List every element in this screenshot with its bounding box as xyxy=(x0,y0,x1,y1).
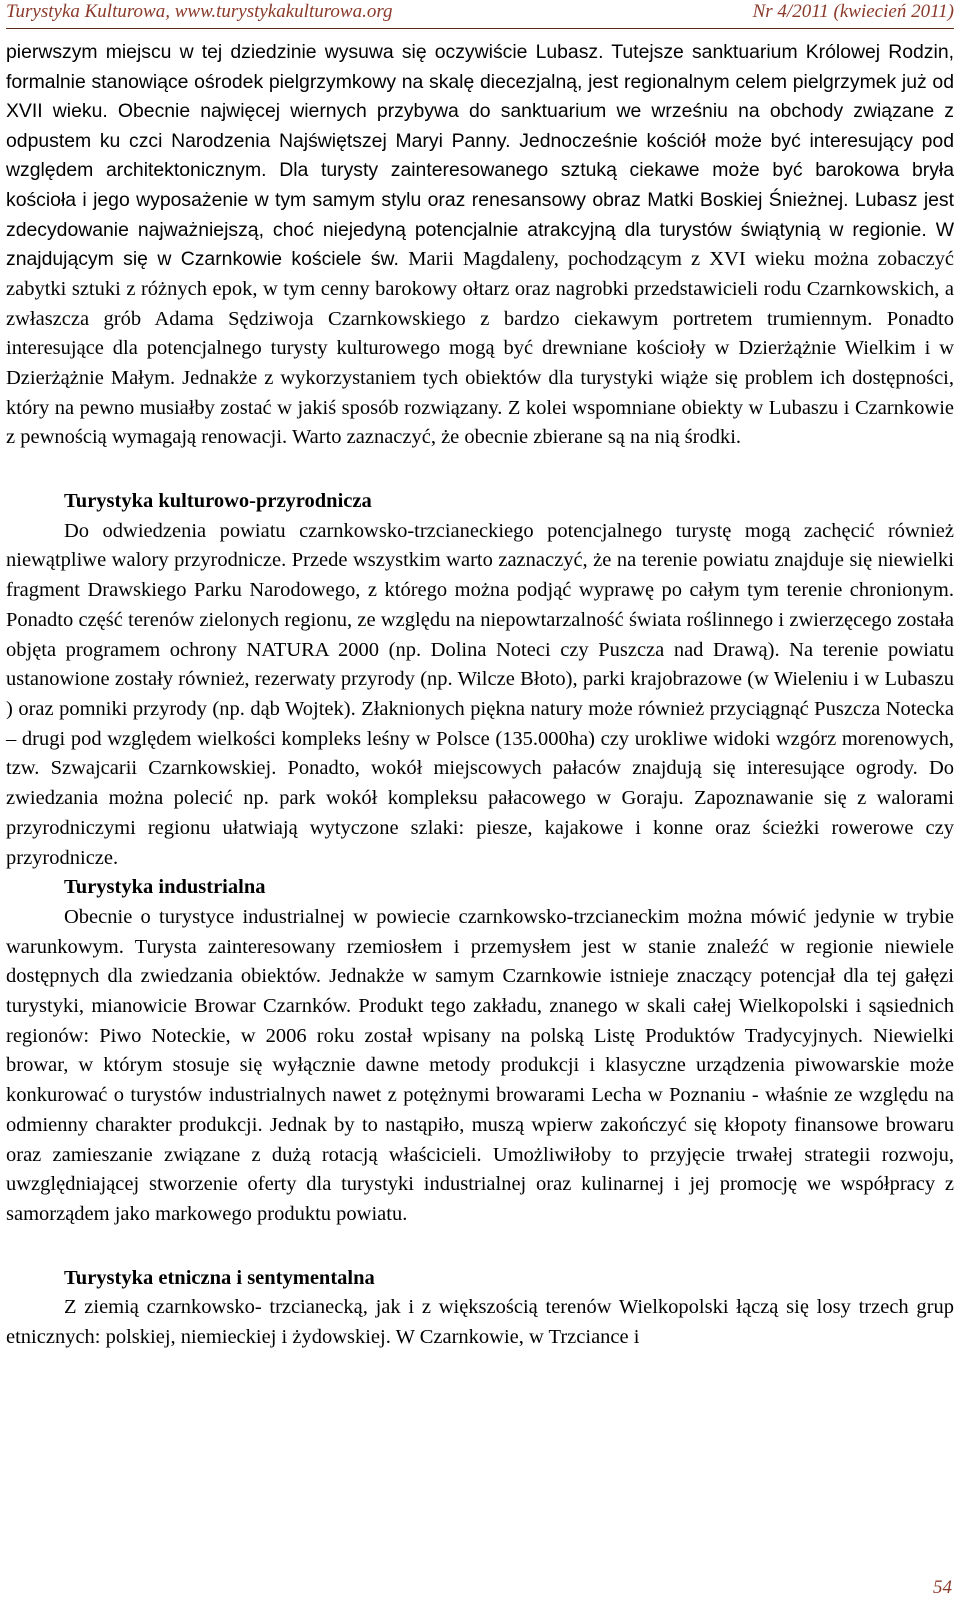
article-body xyxy=(6,38,954,1353)
paragraph-nature-tourism: Do odwiedzenia powiatu czarnkowsko-trzcianeckiego potencjalnego turystę mogą zachęcić również niewątpliwe walory przyrodnicze. Przede wszystkim warto zaznaczyć, że na terenie powiatu znajduje się niewielki fragment Drawskiego Parku Narodowego, z którego można podjąć wyprawę po całym tym terenie chronionym. Ponadto część terenów zielonych regionu, ze względu na niepowtarzalność świata roślinnego i zwierzęcego została objęta programem ochrony NATURA 2000 (np. Dolina Noteci czy Puszcza nad Drawą). Na terenie powiatu ustanowione zostały również, rezerwaty przyrody (np. Wilcze Błoto), parki krajobrazowe (w Wieleniu i w Lubaszu ) oraz pomniki przyrody (np. dąb Wojtek). Złaknionych piękna natury może również przyciągnąć Puszcza Notecka – drugi pod względem wielkości kompleks leśny w Polsce (135.000ha) czy urokliwe widoki wzgórz morenowych, tzw. Szwajcarii Czarnkowskiej. Ponadto, wokół miejscowych pałaców znajdują się interesujące ogrody. Do zwiedzania można polecić np. park wokół kompleksu pałacowego w Goraju. Zapoznawanie się z walorami przyrodniczymi regionu ułatwiają wytyczone szlaki: piesze, kajakowe i konne oraz ścieżki rowerowe czy przyrodnicze. xyxy=(6,519,954,869)
journal-title: Turystyka Kulturowa, www.turystykakulturowa.org xyxy=(6,1,393,22)
issue-info: Nr 4/2011 (kwiecień 2011) xyxy=(752,1,954,22)
running-header xyxy=(6,0,954,29)
paragraph-pilgrimage-serif-part: Marii Magdaleny, pochodzącym z XVI wieku można zobaczyć zabytki sztuki z różnych epok, w tym cenny barokowy ołtarz oraz nagrobki przedstawicieli rodu Czarnkowskich, a zwłaszcza grób Adama Sędziwoja Czarnkowskiego z bardzo ciekawym portretem trumiennym. Ponadto interesujące dla potencjalnego turysty kulturowego mogą być drewniane kościoły w Dzierżążnie Wielkim i w Dzierżążnie Małym. Jednakże z wykorzystaniem tych obiektów dla turystyki wiąże się problem ich dostępności, który na pewno musiałby zostać w jakiś sposób rozwiązany. Z kolei wspomniane obiekty w Lubaszu i Czarnkowie z pewnością wymagają renowacji. Warto zaznaczyć, że obecnie zbierane są na nią środki. xyxy=(6,248,955,449)
paragraph-pilgrimage xyxy=(6,38,954,453)
heading-nature-tourism: Turystyka kulturowo-przyrodnicza xyxy=(64,490,372,513)
heading-ethnic-tourism: Turystyka etniczna i sentymentalna xyxy=(64,1266,375,1289)
heading-industrial-tourism: Turystyka industrialna xyxy=(64,876,266,899)
paragraph-pilgrimage-sans-part: pierwszym miejscu w tej dziedzinie wysuwa się oczywiście Lubasz. Tutejsze sanktuarium Królowej Rodzin, formalnie stanowiące ośrodek pielgrzymkowy na skalę diecezjalną, jest regionalnym celem pielgrzymek już od XVII wieku. Obecnie najwięcej wiernych przybywa do sanktuarium we wrześniu na obchody związane z odpustem ku czci Narodzenia Najświętszej Maryi Panny. Jednocześnie kościół może być interesujący pod względem architektonicznym. Dla turysty zainteresowanego sztuką ciekawe może być barokowa bryła kościoła i jego wyposażenie w tym samym stylu oraz renesansowy obraz Matki Boskiej Śnieżnej. Lubasz jest zdecydowanie najważniejszą, choć niejedyną potencjalnie atrakcyjną dla turystów świątynią w regionie. W znajdującym się w Czarnkowie kościele św. xyxy=(6,41,954,271)
page-number: 54 xyxy=(933,1577,952,1598)
paragraph-ethnic-tourism: Z ziemią czarnkowsko- trzcianecką, jak i z większością terenów Wielkopolski łączą się losy trzech grup etnicznych: polskiej, niemieckiej i żydowskiej. W Czarnkowie, w Trzciance i xyxy=(6,1296,954,1349)
paragraph-industrial-tourism: Obecnie o turystyce industrialnej w powiecie czarnkowsko-trzcianeckim można mówić jedynie w trybie warunkowym. Turysta zainteresowany rzemiosłem i przemysłem jest w stanie znaleźć w regionie niewiele dostępnych dla zwiedzania obiektów. Jednakże w samym Czarnkowie istnieje znaczący potencjał dla tej gałęzi turystyki, mianowicie Browar Czarnków. Produkt tego zakładu, znanego w skali całej Wielkopolski i sąsiednich regionów: Piwo Noteckie, w 2006 roku został wpisany na polską Listę Produktów Tradycyjnych. Niewielki browar, w którym stosuje się wyłącznie dawne metody produkcji i klasyczne urządzenia piwowarskie może konkurować o turystów industrialnych nawet z potężnymi browarami Lecha w Poznaniu - właśnie ze względu na odmienny charakter produkcji. Jednak by to nastąpiło, muszą wpierw zakończyć się kłopoty finansowe browaru oraz zamieszanie związane z dużą rotacją właścicieli. Umożliwiłoby to przyjęcie trwałej strategii rozwoju, uwzględniającej stworzenie oferty dla turystyki industrialnej oraz kulinarnej i jej promocję we współpracy z samorządem jako markowego produktu powiatu. xyxy=(6,905,954,1225)
